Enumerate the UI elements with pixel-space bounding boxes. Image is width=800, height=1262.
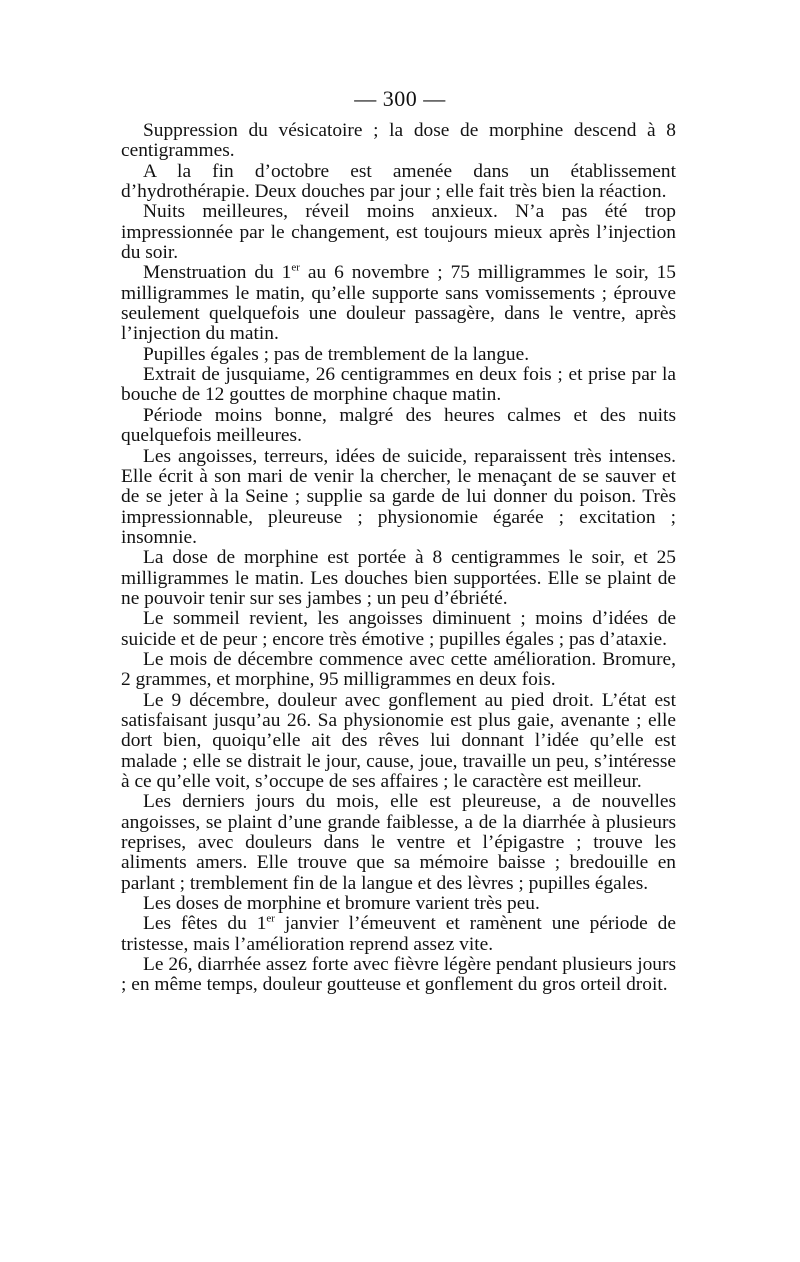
paragraph: La dose de morphine est portée à 8 centigrammes le soir, et 25 milligrammes le matin. Les douches bien supportées. Elle se plaint de ne pouvoir tenir sur ses jambes ; un peu d’ébriété. — [121, 547, 676, 609]
paragraph: Le mois de décembre commence avec cette amélioration. Bromure, 2 grammes, et morphine, 95 milligrammes en deux fois. — [121, 648, 676, 691]
paragraph: Les angoisses, terreurs, idées de suicide, reparaissent très intenses. Elle écrit à son mari de venir la chercher, le menaçant de se sauver et de se jeter à la Seine ; supplie sa garde de lui donner du poison. Très impressionnable, pleureuse ; physionomie égarée ; excitation ; insomnie. — [121, 445, 676, 548]
paragraph: Le sommeil revient, les angoisses diminuent ; moins d’idées de suicide et de peur ; encore très émotive ; pupilles égales ; pas d’ataxie. — [121, 608, 676, 650]
paragraph-text: au 6 novembre ; 75 milligrammes le soir, 15 milligrammes le matin, qu’elle supporte sans vomissements ; éprouve seulement quelquefois une douleur passagère, dans le ventre, après l’injection du matin. — [121, 262, 676, 345]
paragraph: Les doses de morphine et bromure varient très peu. — [143, 893, 540, 915]
paragraph: Période moins bonne, malgré des heures calmes et des nuits quelquefois meilleures. — [121, 404, 676, 447]
paragraph: Suppression du vésicatoire ; la dose de morphine descend à 8 centigrammes. — [121, 120, 676, 162]
paragraph: A la fin d’octobre est amenée dans un établissement d’hydrothérapie. Deux douches par jour ; elle fait très bien la réaction. — [121, 160, 676, 203]
paragraph-text: janvier l’émeuvent et ramènent une période de tristesse, mais l’amélioration reprend assez vite. — [121, 913, 676, 955]
paragraph: Les derniers jours du mois, elle est pleureuse, a de nouvelles angoisses, se plaint d’une grande faiblesse, a de la diarrhée à plusieurs reprises, avec douleurs dans le ventre et l’épigastre ; trouve les aliments amers. Elle trouve que sa mémoire baisse ; bredouille en parlant ; tremblement fin de la langue et des lèvres ; pupilles égales. — [121, 791, 676, 894]
ordinal-superscript: er — [291, 261, 300, 274]
body-text — [121, 121, 676, 996]
paragraph-text: Menstruation du 1 — [143, 262, 292, 284]
paragraph-text: Les fêtes du 1 — [143, 913, 267, 935]
paragraph: Le 26, diarrhée assez forte avec fièvre légère pendant plusieurs jours ; en même temps, douleur goutteuse et gonflement du gros orteil droit. — [121, 954, 676, 996]
paragraph: Nuits meilleures, réveil moins anxieux. N’a pas été trop impressionnée par le changement, est toujours mieux après l’injection du soir. — [121, 201, 676, 264]
paragraph: Pupilles égales ; pas de tremblement de la langue. — [143, 343, 530, 365]
paragraph: Extrait de jusquiame, 26 centigrammes en deux fois ; et prise par la bouche de 12 gouttes de morphine chaque matin. — [121, 364, 676, 406]
paragraph — [121, 263, 676, 344]
ordinal-superscript: er — [266, 912, 275, 925]
paragraph — [121, 914, 676, 955]
page-number: — 300 — — [354, 86, 446, 111]
paragraph: Le 9 décembre, douleur avec gonflement au pied droit. L’état est satisfaisant jusqu’au 26. Sa physionomie est plus gaie, avenante ; elle dort bien, quoiqu’elle ait des rêves lui donnant l’idée qu’elle est malade ; elle se distrait le jour, cause, joue, travaille un peu, s’intéresse à ce qu’elle voit, s’occupe de ses affaires ; le caractère est meilleur. — [121, 689, 676, 792]
